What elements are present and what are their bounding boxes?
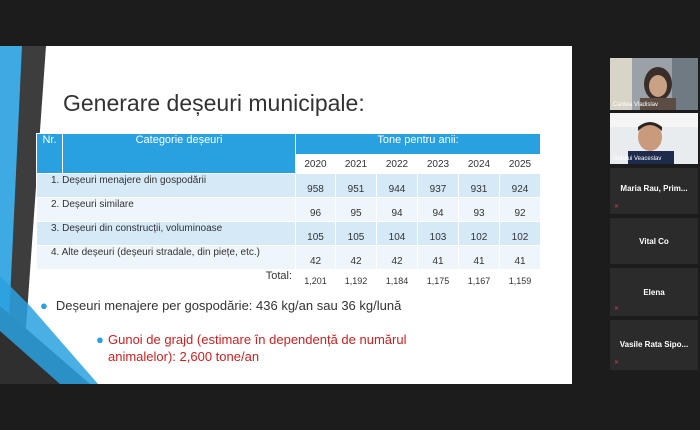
bullet-household-waste	[40, 298, 401, 313]
total-row	[37, 270, 541, 293]
participant-tile[interactable]	[610, 268, 698, 316]
participant-tile[interactable]	[610, 320, 698, 370]
bullet-dot-icon: ●	[96, 332, 104, 347]
table-row	[37, 198, 541, 222]
cell-value: 41	[459, 246, 500, 270]
bullet-text: Deșeuri menajere per gospodărie: 436 kg/an sau 36 kg/lună	[55, 298, 402, 313]
participant-tile[interactable]	[610, 58, 698, 110]
table-row	[37, 174, 541, 198]
cell-value: 42	[296, 246, 336, 270]
header-nr: Nr.	[37, 134, 63, 174]
table-row	[37, 246, 541, 270]
cell-value: 93	[459, 198, 500, 222]
row-label: 3. Deșeuri din construcții, voluminoase	[37, 222, 296, 246]
cell-value: 104	[377, 222, 418, 246]
cell-value: 102	[500, 222, 541, 246]
total-value: 1,167	[459, 270, 500, 293]
participant-tile[interactable]	[610, 113, 698, 164]
slide-title: Generare deșeuri municipale:	[63, 90, 365, 116]
row-label: 2. Deșeuri similare	[37, 198, 296, 222]
cell-value: 94	[418, 198, 459, 222]
cell-value: 958	[296, 174, 336, 198]
year-header: 2025	[500, 155, 541, 174]
total-value: 1,184	[377, 270, 418, 293]
bullet-manure	[96, 331, 468, 365]
cell-value: 103	[418, 222, 459, 246]
mic-muted-icon: ✕	[614, 204, 620, 210]
cell-value: 937	[418, 174, 459, 198]
row-label: 4. Alte deșeuri (deșeuri stradale, din piețe, etc.)	[37, 246, 296, 270]
cell-value: 105	[296, 222, 336, 246]
mic-muted-icon: ✕	[614, 360, 620, 366]
participant-name: Vital Co	[639, 237, 669, 246]
mic-muted-icon: ✕	[614, 306, 620, 312]
participant-tile[interactable]	[610, 218, 698, 264]
year-header: 2021	[336, 155, 377, 174]
cell-value: 96	[296, 198, 336, 222]
participant-name: Cantea Vladislav	[613, 102, 659, 108]
cell-value: 94	[377, 198, 418, 222]
cell-value: 42	[336, 246, 377, 270]
cell-value: 951	[336, 174, 377, 198]
row-label: 1. Deșeuri menajere din gospodării	[37, 174, 296, 198]
year-header: 2022	[377, 155, 418, 174]
total-value: 1,175	[418, 270, 459, 293]
cell-value: 41	[500, 246, 541, 270]
cell-value: 92	[500, 198, 541, 222]
presentation-slide	[0, 46, 572, 384]
cell-value: 105	[336, 222, 377, 246]
total-value: 1,159	[500, 270, 541, 293]
total-value: 1,201	[296, 270, 336, 293]
participant-tile[interactable]	[610, 168, 698, 214]
cell-value: 944	[377, 174, 418, 198]
bullet-dot-icon: ●	[40, 298, 48, 313]
participant-name: Vasile Rata Sipo...	[619, 340, 689, 349]
cell-value: 41	[418, 246, 459, 270]
participant-name: Elena	[643, 288, 665, 297]
cell-value: 42	[377, 246, 418, 270]
cell-value: 95	[336, 198, 377, 222]
participant-name: Gututui Veaceslav	[613, 156, 662, 162]
participant-name: Maria Rau, Prim...	[620, 184, 688, 193]
total-label: Total:	[37, 270, 296, 293]
waste-table	[36, 133, 541, 293]
cell-value: 102	[459, 222, 500, 246]
cell-value: 931	[459, 174, 500, 198]
total-value: 1,192	[336, 270, 377, 293]
year-header: 2023	[418, 155, 459, 174]
header-category: Categorie deșeuri	[63, 134, 296, 174]
cell-value: 924	[500, 174, 541, 198]
table-row	[37, 222, 541, 246]
year-header: 2024	[459, 155, 500, 174]
header-years: Tone pentru anii:	[296, 134, 541, 155]
bullet-text: Gunoi de grajd (estimare în dependență de numărul animalelor): 2,600 tone/an	[108, 332, 407, 364]
year-header: 2020	[296, 155, 336, 174]
